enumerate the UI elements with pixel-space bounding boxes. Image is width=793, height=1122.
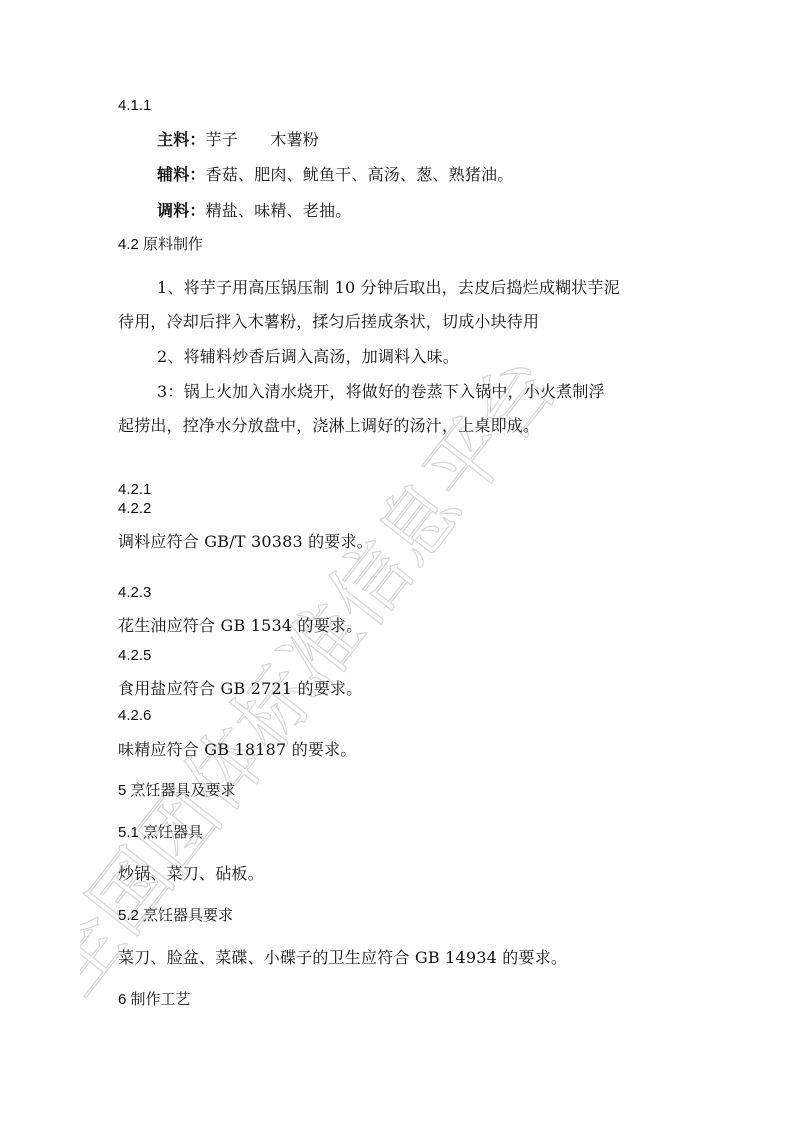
step1-line1: 1、将芋子用高压锅压制 10 分钟后取出，去皮后捣烂成糊状芋泥 [157, 278, 620, 297]
text-5-2: 菜刀、脸盆、菜碟、小碟子的卫生应符合 GB 14934 的要求。 [118, 948, 568, 967]
aux-label: 辅料： [157, 165, 206, 184]
heading-4-2-1: 4.2.1 [118, 481, 152, 498]
text-5-1: 炒锅、菜刀、砧板。 [118, 864, 264, 883]
seasoning-value: 精盐、味精、老抽。 [205, 201, 352, 220]
step3-line2: 起捞出，控净水分放盘中，浇淋上调好的汤汁，上桌即成。 [118, 416, 540, 435]
text-4-2-5: 食用盐应符合 GB 2721 的要求。 [118, 679, 363, 698]
main-value: 芋子 木薯粉 [205, 130, 320, 149]
step2: 2、将辅料炒香后调入高汤，加调料入味。 [157, 347, 459, 366]
heading-4-2-6: 4.2.6 [118, 707, 152, 724]
main-label: 主料： [157, 130, 206, 149]
watermark-text: 全国团体标准信息平台 [80, 341, 576, 1012]
heading-5: 5 烹饪器具及要求 [118, 782, 236, 799]
seasoning [157, 198, 351, 221]
heading-4-1-1: 4.1.1 [118, 97, 152, 114]
heading-5-2: 5.2 烹饪器具要求 [118, 907, 234, 924]
aux-value: 香菇、肥肉、鱿鱼干、高汤、葱、熟猪油。 [205, 165, 514, 184]
heading-4-2-3: 4.2.3 [118, 584, 152, 601]
heading-4-2-2: 4.2.2 [118, 500, 152, 517]
heading-4-2: 4.2 原料制作 [118, 236, 204, 253]
text-4-2-3: 花生油应符合 GB 1534 的要求。 [118, 616, 363, 635]
text-4-2-2: 调料应符合 GB/T 30383 的要求。 [118, 532, 373, 551]
step1-line2: 待用，冷却后拌入木薯粉，揉匀后搓成条状，切成小块待用 [118, 312, 540, 331]
step3-line1: 3：锅上火加入清水烧开，将做好的卷蒸下入锅中，小火煮制浮 [157, 382, 605, 401]
watermark [80, 120, 780, 1020]
seasoning-label: 调料： [157, 201, 206, 220]
aux-ingredients [157, 162, 513, 185]
main-ingredients [157, 127, 319, 150]
heading-5-1: 5.1 烹饪器具 [118, 824, 204, 841]
heading-6: 6 制作工艺 [118, 991, 191, 1008]
text-4-2-6: 味精应符合 GB 18187 的要求。 [118, 740, 357, 759]
heading-4-2-5: 4.2.5 [118, 647, 152, 664]
